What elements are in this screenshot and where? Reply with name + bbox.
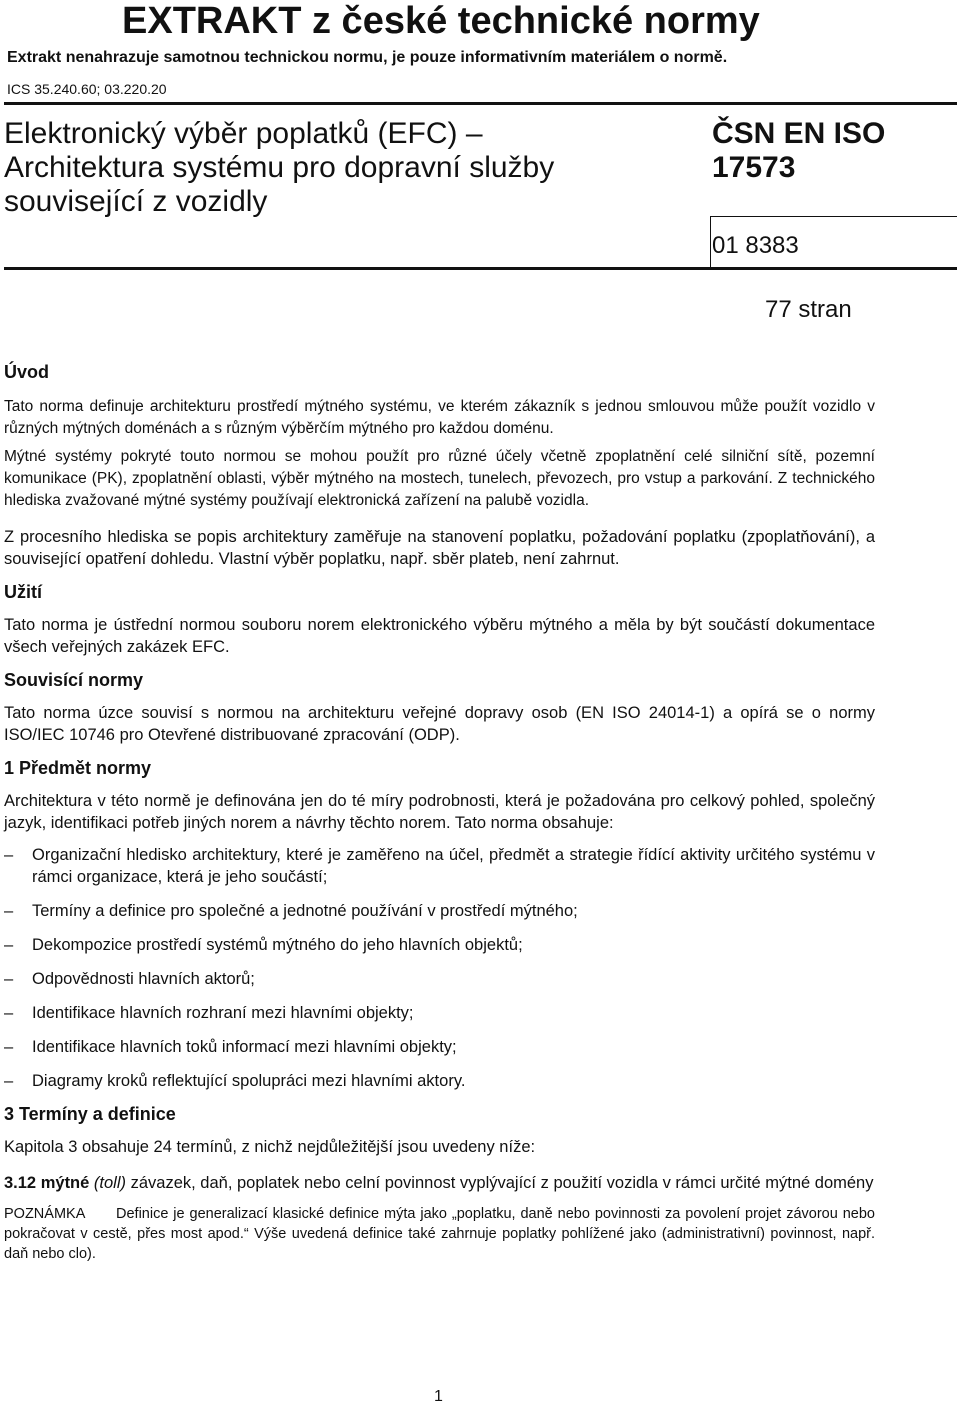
uvod-paragraph-2: Mýtné systémy pokryté touto normou se mohou použít pro různé účely včetně zpoplatnění celé silniční sítě, pozemní komunikace (PK), zpoplatnění oblasti, výběr mýtného na mostech, tunelech, převozech, pro vstup a parkování. Z technického hlediska zvažované mýtné systémy používají elektronická zařízení na palubě vozidla. [4, 448, 875, 509]
uziti-paragraph: Tato norma je ústřední normou souboru norem elektronického výběru mýtného a měla by být součástí dokumentace všech veřejných zakázek EFC. [4, 616, 875, 656]
section-heading-terminy: 3 Termíny a definice [4, 1104, 176, 1124]
section-heading-uziti: Užití [4, 582, 42, 602]
vertical-divider [710, 216, 711, 268]
list-item: – Organizační hledisko architektury, které je zaměřeno na účel, předmět a strategie řídící aktivity určitého systému v rámci organizace, která je jeho součástí; [4, 846, 875, 886]
list-item: – Termíny a definice pro společné a jednotné používání v prostředí mýtného; [4, 902, 578, 920]
standard-title-line: související z vozidly [4, 185, 268, 218]
top-rule [4, 102, 957, 105]
page-number: 1 [434, 1388, 443, 1405]
note-label: POZNÁMKA [4, 1206, 86, 1222]
note-text: Definice je generalizací klasické definice mýta jako „poplatku, daně nebo povinnosti za povolení projet závorou nebo pokračovat v cestě, přes most apod.“ Výše uvedená definice také zahrnuje poplatky pohlížené jako (administrativní) povinnost, např. daň nebo clo). [4, 1206, 875, 1262]
list-item: – Identifikace hlavních toků informací mezi hlavními objekty; [4, 1038, 457, 1056]
document-body [4, 360, 875, 1264]
dash-icon: – [4, 1038, 14, 1056]
section-heading-souvisici: Souvisící normy [4, 670, 144, 690]
page-count: 77 stran [765, 296, 852, 323]
disclaimer-text: Extrakt nenahrazuje samotnou technickou normu, je pouze informativním materiálem o normě. [7, 49, 728, 66]
ics-code: ICS 35.240.60; 03.220.20 [7, 81, 167, 97]
souvisici-paragraph: Tato norma úzce souvisí s normou na architekturu veřejné dopravy osob (EN ISO 24014-1) a opírá se o normy ISO/IEC 10746 pro Otevřené distribuované zpracování (ODP). [4, 704, 875, 744]
list-item: – Identifikace hlavních rozhraní mezi hlavními objekty; [4, 1004, 414, 1022]
term-english: (toll) [93, 1174, 127, 1192]
scope-list [4, 844, 875, 1092]
term-number: 3.12 [4, 1174, 37, 1192]
term-definition-text: závazek, daň, poplatek nebo celní povinnost vyplývající z použití vozidla v rámci určité mýtné domény [130, 1174, 874, 1192]
list-item: – Odpovědnosti hlavních aktorů; [4, 970, 255, 988]
standard-title [4, 117, 664, 219]
term-note [4, 1204, 875, 1264]
uvod-paragraph-3: Z procesního hlediska se popis architektury zaměřuje na stanovení poplatku, požadování poplatku (zpoplatňování), a související opatření dohledu. Vlastní výběr poplatku, např. sběr plateb, není zahrnut. [4, 528, 875, 568]
term-name: mýtné [40, 1174, 90, 1192]
dash-icon: – [4, 936, 14, 954]
predmet-paragraph: Architektura v této normě je definována jen do té míry podrobnosti, která je požadována pro celkový pohled, společný jazyk, identifikaci potřeb jiných norem a návrhy těchto norem. Tato norma obsahuje: [4, 792, 875, 832]
standard-number [712, 117, 952, 185]
document-title: EXTRAKT z české technické normy [122, 0, 760, 42]
standard-number-prefix: ČSN EN ISO [712, 117, 886, 150]
standard-title-line: Architektura systému pro dopravní služby [4, 151, 555, 184]
classification-number: 01 8383 [712, 232, 799, 259]
standard-number-value: 17573 [712, 151, 796, 184]
standard-title-line: Elektronický výběr poplatků (EFC) – [4, 117, 483, 150]
section-heading-predmet: 1 Předmět normy [4, 758, 152, 778]
dash-icon: – [4, 846, 14, 864]
dash-icon: – [4, 970, 14, 988]
terminy-paragraph: Kapitola 3 obsahuje 24 termínů, z nichž nejdůležitější jsou uvedeny níže: [4, 1138, 536, 1156]
middle-rule [4, 267, 957, 270]
dash-icon: – [4, 902, 14, 920]
list-item: – Diagramy kroků reflektující spolupráci mezi hlavními aktory. [4, 1072, 466, 1090]
dash-icon: – [4, 1072, 14, 1090]
term-definition [4, 1172, 875, 1194]
number-divider [710, 216, 957, 217]
dash-icon: – [4, 1004, 14, 1022]
list-item: – Dekompozice prostředí systémů mýtného do jeho hlavních objektů; [4, 936, 523, 954]
uvod-paragraph-1: Tato norma definuje architekturu prostředí mýtného systému, ve kterém zákazník s jednou smlouvou může použít vozidlo v různých mýtných doménách a s různým výběrčím mýtného pro každou doménu. [4, 398, 875, 437]
section-heading-uvod: Úvod [4, 362, 49, 382]
